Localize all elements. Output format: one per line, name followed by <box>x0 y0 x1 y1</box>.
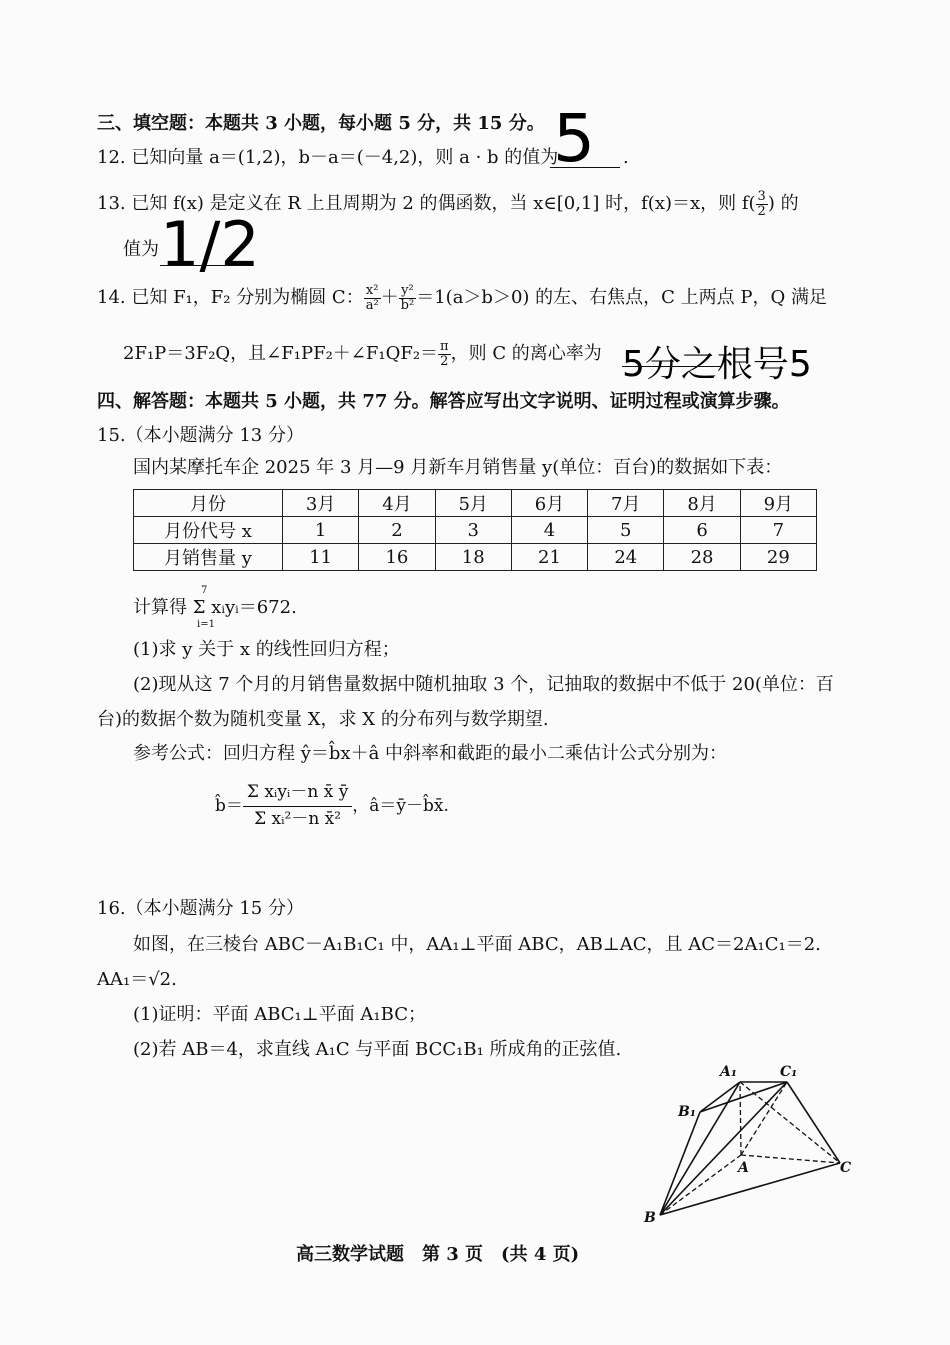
table-cell: 29 <box>740 544 816 571</box>
section-4-heading: 四、解答题：本题共 5 小题，共 77 分。解答应写出文字说明、证明过程或演算步骤。 <box>97 391 790 412</box>
question-14-handwritten-answer: 5分之根号5 <box>622 344 812 385</box>
question-15-part1: (1)求 y 关于 x 的线性回归方程； <box>133 639 400 660</box>
table-cell: 5 <box>588 517 664 544</box>
question-12-text: 12. 已知向量 a＝(1,2)，b－a＝(－4,2)，则 a · b 的值为 <box>97 147 559 168</box>
formula-denominator: Σ xᵢ²－n x̄² <box>254 808 342 829</box>
question-12-handwritten-answer: 5 <box>553 100 595 177</box>
label-B1: B₁ <box>678 1104 696 1120</box>
section-3-heading: 三、填空题：本题共 3 小题，每小题 5 分，共 15 分。 <box>97 113 545 134</box>
question-15-intro: 国内某摩托车企 2025 年 3 月—9 月新车月销售量 y(单位：百台)的数据如下表： <box>133 457 783 478</box>
label-C1: C₁ <box>780 1064 798 1080</box>
table-cell: 月销售量 y <box>134 544 283 571</box>
sales-data-table <box>133 489 817 571</box>
label-A: A <box>738 1160 749 1176</box>
table-cell: 6月 <box>511 490 587 517</box>
table-cell: 5月 <box>435 490 511 517</box>
question-16-part1: (1)证明：平面 ABC₁⊥平面 A₁BC； <box>133 1004 426 1025</box>
table-cell: 28 <box>664 544 740 571</box>
question-13-line2: 值为 <box>123 239 159 260</box>
page-footer: 高三数学试题 第 3 页 (共 4 页) <box>296 1244 580 1265</box>
table-cell: 21 <box>511 544 587 571</box>
table-cell: 11 <box>283 544 359 571</box>
question-16-line1: 如图，在三棱台 ABC－A₁B₁C₁ 中，AA₁⊥平面 ABC，AB⊥AC，且 AC＝2A₁C₁＝2. <box>133 934 821 955</box>
question-15-reference: 参考公式：回归方程 ŷ＝b̂x＋â 中斜率和截距的最小二乘估计公式分别为： <box>133 743 728 764</box>
table-cell: 16 <box>359 544 435 571</box>
table-cell: 8月 <box>664 490 740 517</box>
sum-lower-limit: i=1 <box>197 619 215 630</box>
sum-upper-limit: 7 <box>201 585 208 596</box>
question-16-line2: AA₁＝√2. <box>97 969 177 990</box>
table-cell: 4月 <box>359 490 435 517</box>
question-13-handwritten-answer: 1/2 <box>160 208 260 281</box>
table-cell: 月份 <box>134 490 283 517</box>
table-row <box>134 490 817 517</box>
regression-formula: b̂＝ Σ xᵢyᵢ－n x̄ ȳ Σ xᵢ²－n x̄² ，â＝ȳ－b̂x̄. <box>215 780 449 832</box>
question-13-line1: 13. 已知 f(x) 是定义在 R 上且周期为 2 的偶函数，当 x∈[0,1] 时，f(x)＝x，则 f( $\frac{3}{2}$ ) 的 <box>97 189 799 219</box>
table-cell: 4 <box>511 517 587 544</box>
question-15-calc: 计算得 Σ xᵢyᵢ＝672. 7 i=1 <box>133 585 297 630</box>
label-C: C <box>840 1160 852 1176</box>
question-16-part2: (2)若 AB＝4，求直线 A₁C 与平面 BCC₁B₁ 所成角的正弦值. <box>133 1039 622 1060</box>
question-15-title: 15.（本小题满分 13 分） <box>97 425 304 446</box>
question-14-line2: 2F₁P＝3F₂Q，且∠F₁PF₂＋∠F₁QF₂＝ $\frac{\pi}{2}$ ，则 C 的离心率为 <box>123 339 602 369</box>
table-cell: 1 <box>283 517 359 544</box>
answer-blank-12 <box>550 167 620 168</box>
table-cell: 7月 <box>588 490 664 517</box>
question-15-part2-line1: (2)现从这 7 个月的月销售量数据中随机抽取 3 个，记抽取的数据中不低于 20(单位：百 <box>133 674 834 695</box>
table-cell: 9月 <box>740 490 816 517</box>
question-14-line1: 14. 已知 F₁，F₂ 分别为椭圆 C： $\frac{\text{x²}}{\text{a²}}$ ＋ $\frac{\text{y²}}{\text{b²}}$ ＝1(a＞b＞0) 的左、右焦点，C 上两点 P，Q 满足 <box>97 283 827 313</box>
label-B: B <box>644 1210 656 1226</box>
table-cell: 6 <box>664 517 740 544</box>
table-cell: 18 <box>435 544 511 571</box>
table-cell: 月份代号 x <box>134 517 283 544</box>
table-cell: 3 <box>435 517 511 544</box>
frustum-diagram <box>640 1060 880 1235</box>
answer-blank-13 <box>160 265 250 266</box>
question-16-title: 16.（本小题满分 15 分） <box>97 898 304 919</box>
table-cell: 3月 <box>283 490 359 517</box>
question-15-part2-line2: 台)的数据个数为随机变量 X，求 X 的分布列与数学期望. <box>97 709 549 730</box>
question-12-end: . <box>623 147 629 168</box>
table-cell: 7 <box>740 517 816 544</box>
table-cell: 24 <box>588 544 664 571</box>
table-row <box>134 517 817 544</box>
table-cell: 2 <box>359 517 435 544</box>
answer-blank-14 <box>622 366 722 367</box>
table-row <box>134 544 817 571</box>
label-A1: A₁ <box>720 1064 737 1080</box>
formula-numerator: Σ xᵢyᵢ－n x̄ ȳ <box>243 780 352 807</box>
